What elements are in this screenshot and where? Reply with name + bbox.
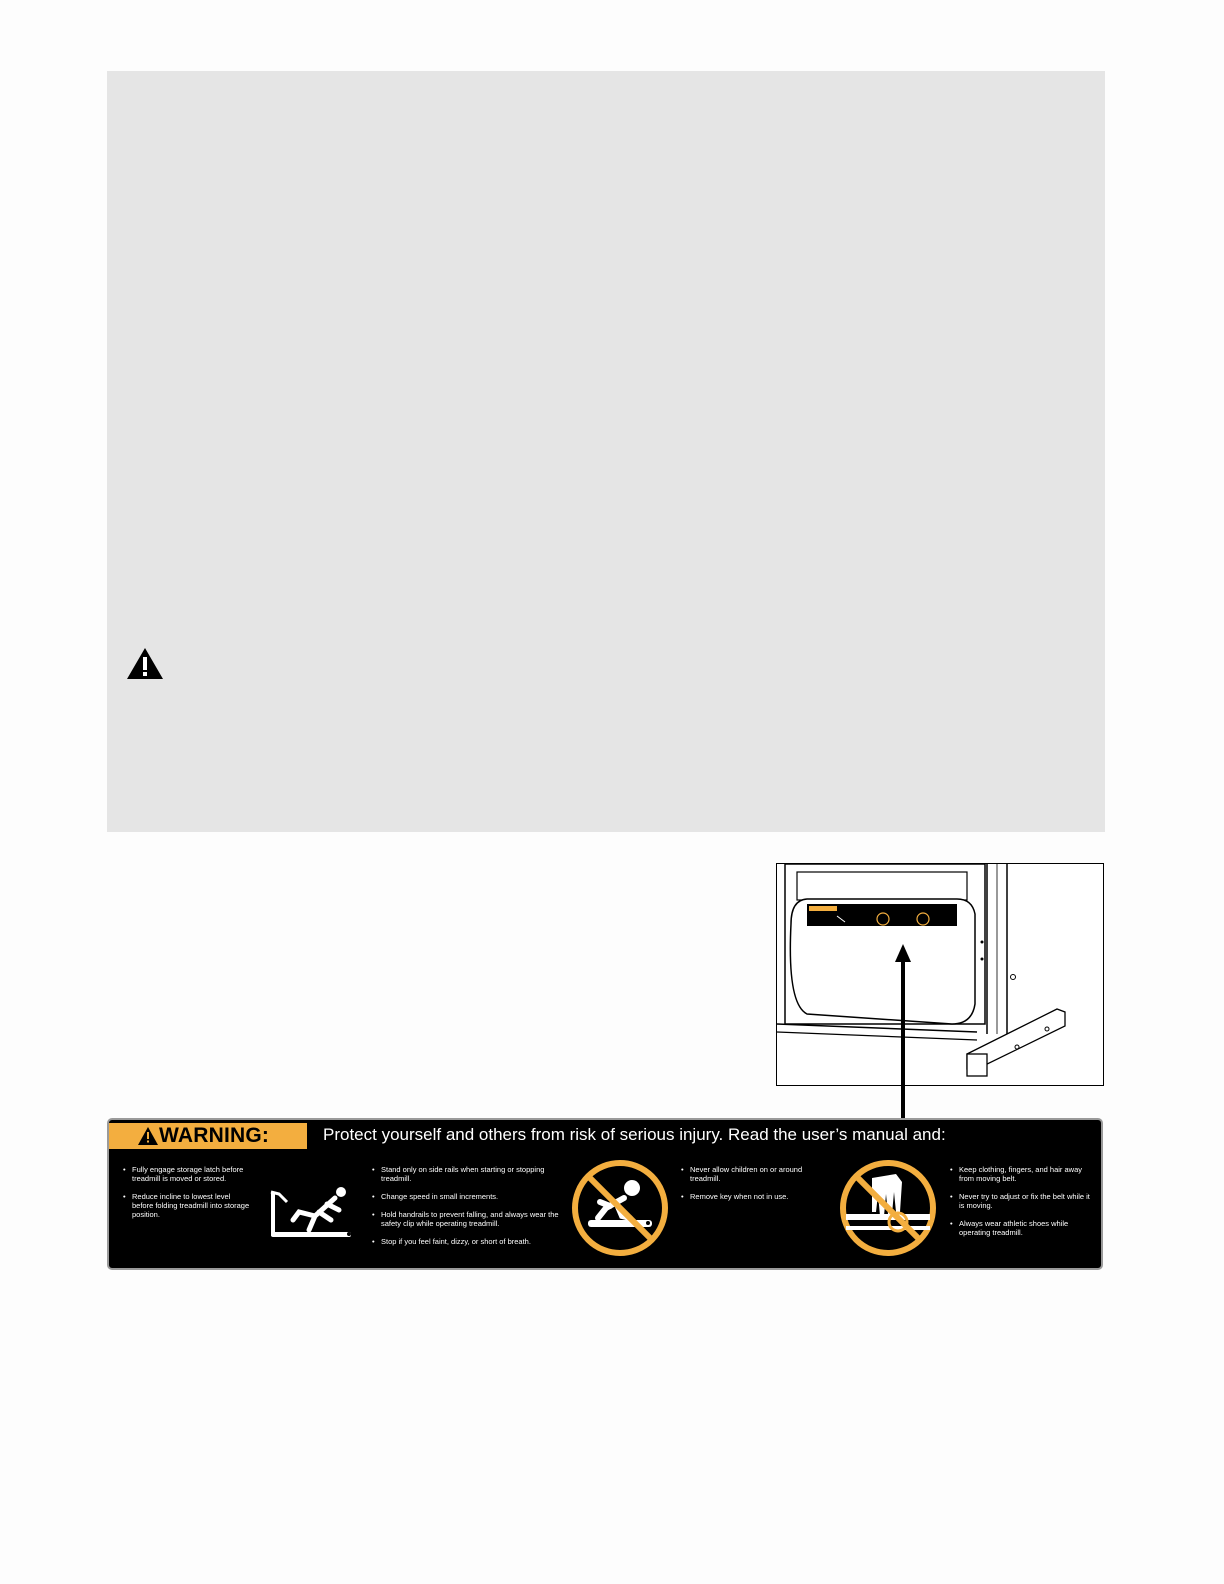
list-item: • Reduce incline to lowest level before folding treadmill into storage position.	[123, 1192, 251, 1219]
decal-column-3	[681, 1165, 813, 1210]
no-hand-in-belt-icon	[838, 1158, 938, 1258]
decal-column-4	[950, 1165, 1090, 1246]
no-children-icon	[570, 1158, 670, 1258]
falling-person-icon	[269, 1186, 355, 1242]
warning-decal	[107, 1118, 1103, 1270]
warning-label: WARNING:	[159, 1124, 270, 1147]
warning-triangle-icon	[126, 647, 164, 680]
decal-headline: Protect yourself and others from risk of serious injury. Read the user’s manual and:	[323, 1125, 946, 1144]
decal-column-2	[372, 1165, 562, 1255]
list-item: • Never allow children on or around treadmill.	[681, 1165, 813, 1183]
list-item: • Remove key when not in use.	[681, 1192, 813, 1201]
list-item: • Change speed in small increments.	[372, 1192, 562, 1201]
list-item: • Keep clothing, fingers, and hair away from moving belt.	[950, 1165, 1090, 1183]
list-item: • Stand only on side rails when starting or stopping treadmill.	[372, 1165, 562, 1183]
decal-column-1	[123, 1165, 251, 1228]
list-item: • Never try to adjust or fix the belt while it is moving.	[950, 1192, 1090, 1210]
list-item: • Always wear athletic shoes while operating treadmill.	[950, 1219, 1090, 1237]
list-item: • Fully engage storage latch before treadmill is moved or stored.	[123, 1165, 251, 1183]
warning-triangle-small-icon	[138, 1127, 158, 1145]
list-item: • Hold handrails to prevent falling, and always wear the safety clip while operating treadmill.	[372, 1210, 562, 1228]
treadmill-illustration	[776, 863, 1104, 1086]
warning-tag	[109, 1123, 307, 1149]
content-panel	[107, 71, 1105, 832]
list-item: • Stop if you feel faint, dizzy, or short of breath.	[372, 1237, 562, 1246]
